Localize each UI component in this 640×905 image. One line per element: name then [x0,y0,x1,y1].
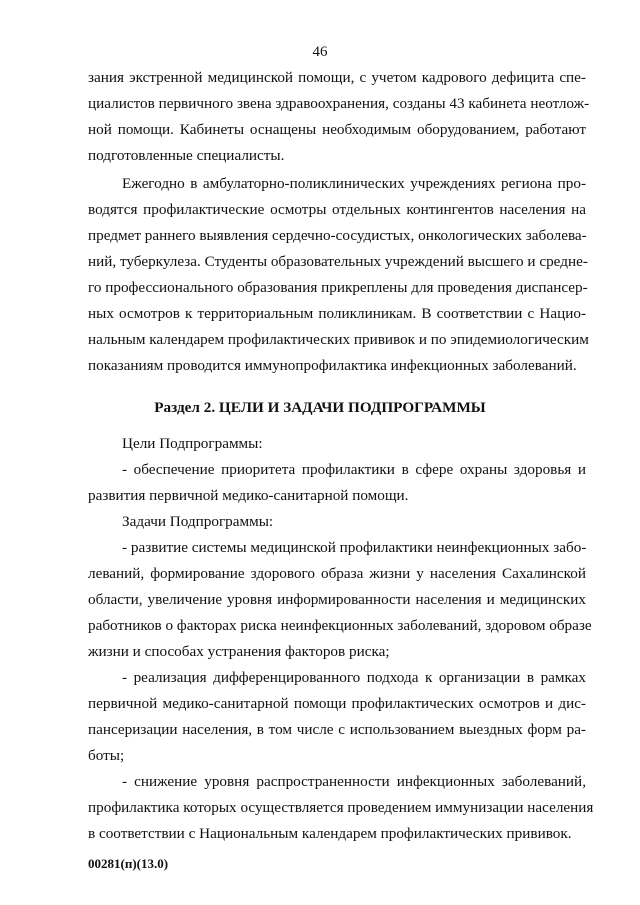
text-line: развития первичной медико-санитарной помощи. [88,487,409,504]
tasks-label: Задачи Подпрограммы: [122,513,274,530]
section-heading: Раздел 2. ЦЕЛИ И ЗАДАЧИ ПОДПРОГРАММЫ [154,399,486,416]
text-line: ных осмотров к территориальным поликлиникам. В соответствии с Нацио- [88,305,586,322]
text-line: первичной медико-санитарной помощи профилактических осмотров и дис- [88,695,586,712]
text-line: пансеризации населения, в том числе с использованием выездных форм ра- [88,721,586,738]
text-line: - снижение уровня распространенности инфекционных заболеваний, [122,773,586,790]
text-line: - развитие системы медицинской профилактики неинфекционных забо- [122,539,587,556]
text-line: леваний, формирование здорового образа жизни у населения Сахалинской [88,565,586,582]
text-line: циалистов первичного звена здравоохранения, созданы 43 кабинета неотлож- [88,95,590,112]
text-line: работников о факторах риска неинфекционных заболеваний, здоровом образе [88,617,592,634]
text-line: области, увеличение уровня информированности населения и медицинских [88,591,586,608]
text-line: подготовленные специалисты. [88,147,285,164]
text-line: предмет раннего выявления сердечно-сосудистых, онкологических заболева- [88,227,587,244]
text-line: водятся профилактические осмотры отдельных контингентов населения на [88,201,586,218]
page-number: 46 [312,44,328,60]
text-line: зания экстренной медицинской помощи, с учетом кадрового дефицита спе- [88,69,586,86]
text-line: - обеспечение приоритета профилактики в сфере охраны здоровья и [122,461,586,478]
text-line: нальным календарем профилактических прививок и по эпидемиологическим [88,331,589,348]
text-line: Ежегодно в амбулаторно-поликлинических учреждениях региона про- [122,175,586,192]
document-code: 00281(п)(13.0) [88,856,169,871]
goals-label: Цели Подпрограммы: [122,435,263,452]
text-line: ной помощи. Кабинеты оснащены необходимым оборудованием, работают [88,121,586,138]
text-line: показаниям проводится иммунопрофилактика инфекционных заболеваний. [88,357,577,374]
text-line: го профессионального образования прикреплены для проведения диспансер- [88,279,588,296]
text-line: в соответствии с Национальным календарем профилактических прививок. [88,825,572,842]
text-line: профилактика которых осуществляется проведением иммунизации населения [88,799,594,816]
text-line: боты; [88,747,125,764]
text-line: ний, туберкулеза. Студенты образовательных учреждений высшего и средне- [88,253,588,270]
text-line: - реализация дифференцированного подхода к организации в рамках [122,669,586,686]
text-line: жизни и способах устранения факторов риска; [88,643,390,660]
